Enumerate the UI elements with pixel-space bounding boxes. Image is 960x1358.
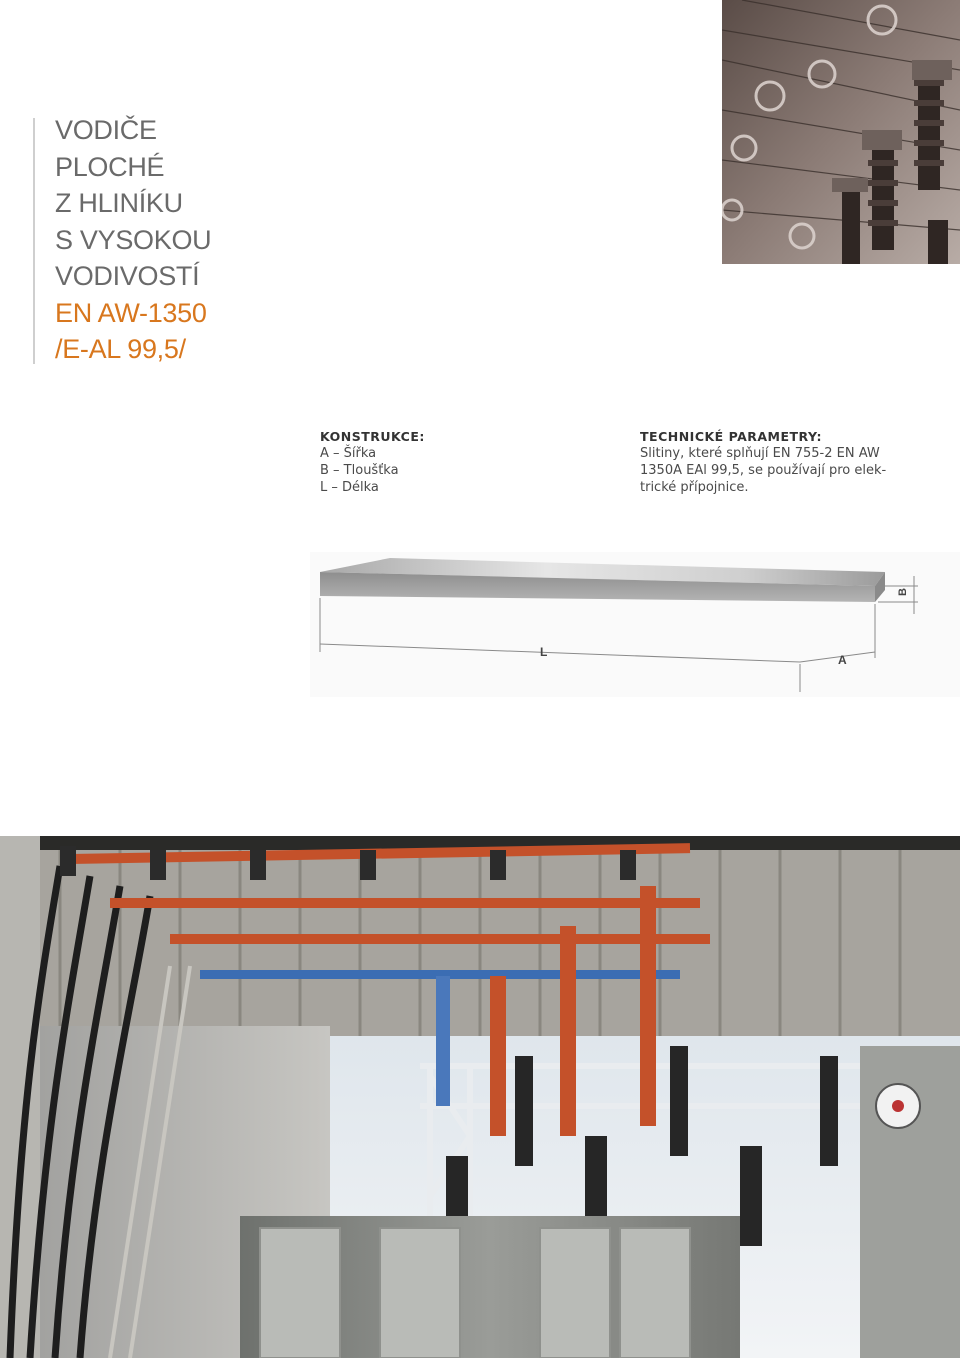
construction-item-thickness: B – Tloušťka <box>320 463 399 478</box>
construction-heading: KONSTRUKCE: <box>320 429 425 444</box>
technical-heading: TECHNICKÉ PARAMETRY: <box>640 429 822 444</box>
title-accent-line <box>33 118 35 364</box>
busbar-installation-photo <box>0 836 960 1358</box>
title-line-2: PLOCHÉ <box>55 151 165 182</box>
title-line-1: VODIČE <box>55 115 157 145</box>
construction-item-width: A – Šířka <box>320 446 377 461</box>
technical-line-2: 1350A EAl 99,5, se používají pro elek- <box>640 463 887 478</box>
label-a: A <box>838 653 847 667</box>
title-line-7: /E-AL 99,5/ <box>55 334 186 364</box>
title-line-4: S VYSOKOU <box>55 224 212 255</box>
title-line-6: EN AW-1350 <box>55 297 207 328</box>
page-title <box>55 112 455 368</box>
label-l: L <box>540 645 548 659</box>
construction-section <box>320 428 425 496</box>
title-line-3: Z HLINÍKU <box>55 188 183 218</box>
construction-item-length: L – Délka <box>320 480 379 495</box>
title-line-5: VODIVOSTÍ <box>55 261 200 291</box>
technical-parameters-section <box>640 428 940 496</box>
busbar-dimension-diagram <box>310 552 960 697</box>
substation-insulators-photo <box>722 0 960 264</box>
technical-line-1: Slitiny, které splňují EN 755-2 EN AW <box>640 446 880 461</box>
technical-line-3: trické přípojnice. <box>640 480 749 495</box>
label-b: B <box>897 588 909 596</box>
